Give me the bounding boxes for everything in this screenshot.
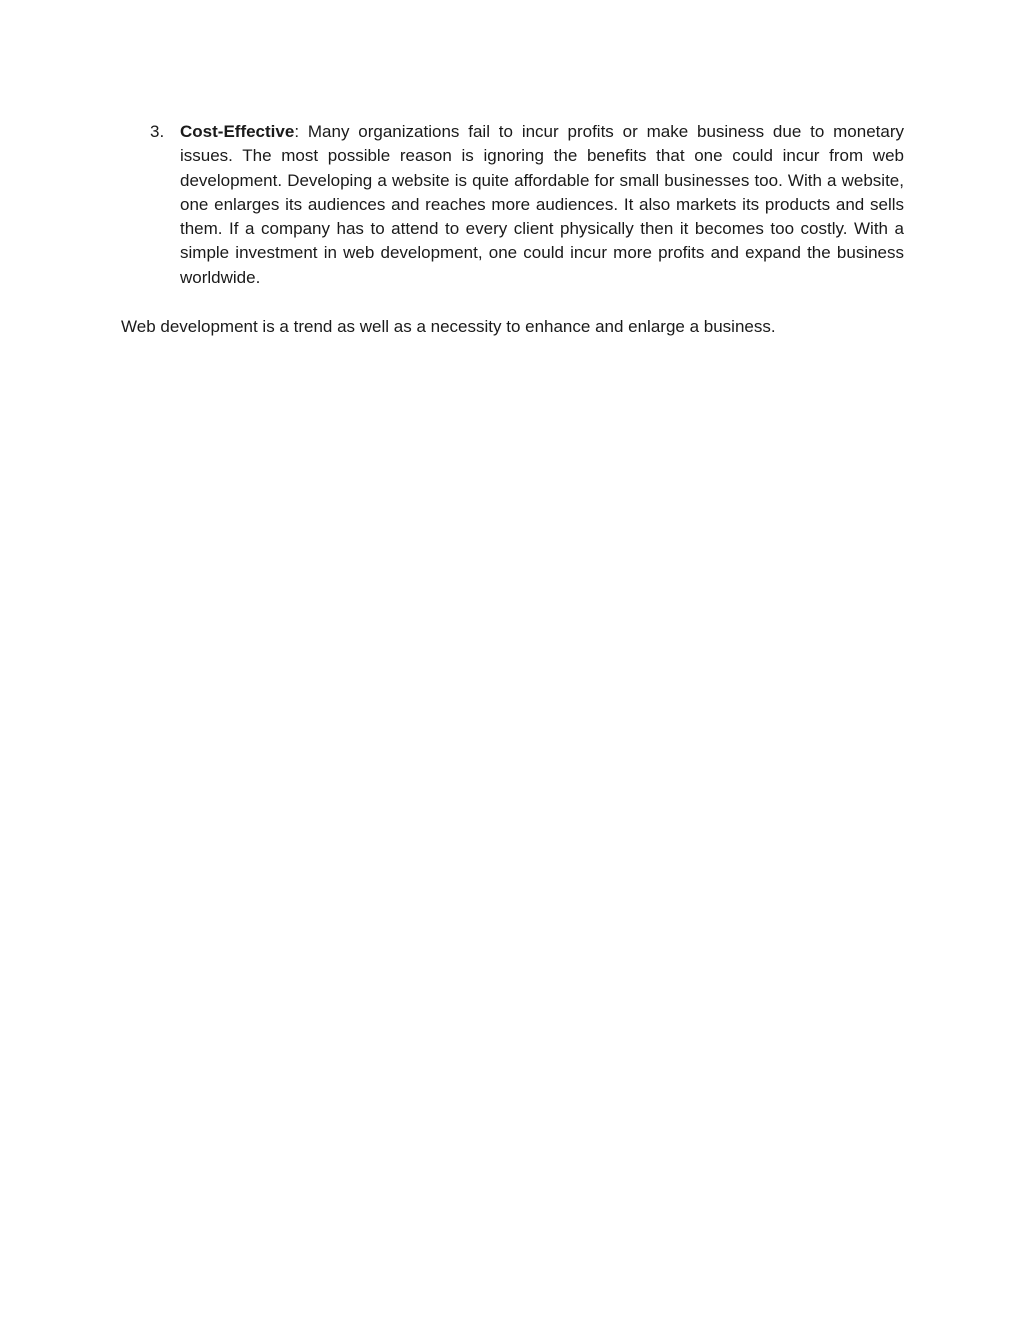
- list-item-body: Many organizations fail to incur profits or make business due to monetary issues. The most possible reason is ignoring the benefits that one could incur from web development. Developing a website is quite affordable for small businesses too. With a website, one enlarges its audiences and reaches more audiences. It also markets its products and sells them. If a company has to attend to every client physically then it becomes too costly. With a simple investment in web development, one could incur more profits and expand the business worldwide.: [180, 122, 904, 287]
- term-separator: :: [294, 122, 300, 141]
- term-heading: Cost-Effective: [180, 122, 295, 141]
- list-number: 3.: [150, 122, 165, 141]
- list-item-text: [180, 120, 904, 290]
- closing-paragraph: Web development is a trend as well as a necessity to enhance and enlarge a business.: [121, 317, 776, 336]
- numbered-list-item: [150, 120, 904, 290]
